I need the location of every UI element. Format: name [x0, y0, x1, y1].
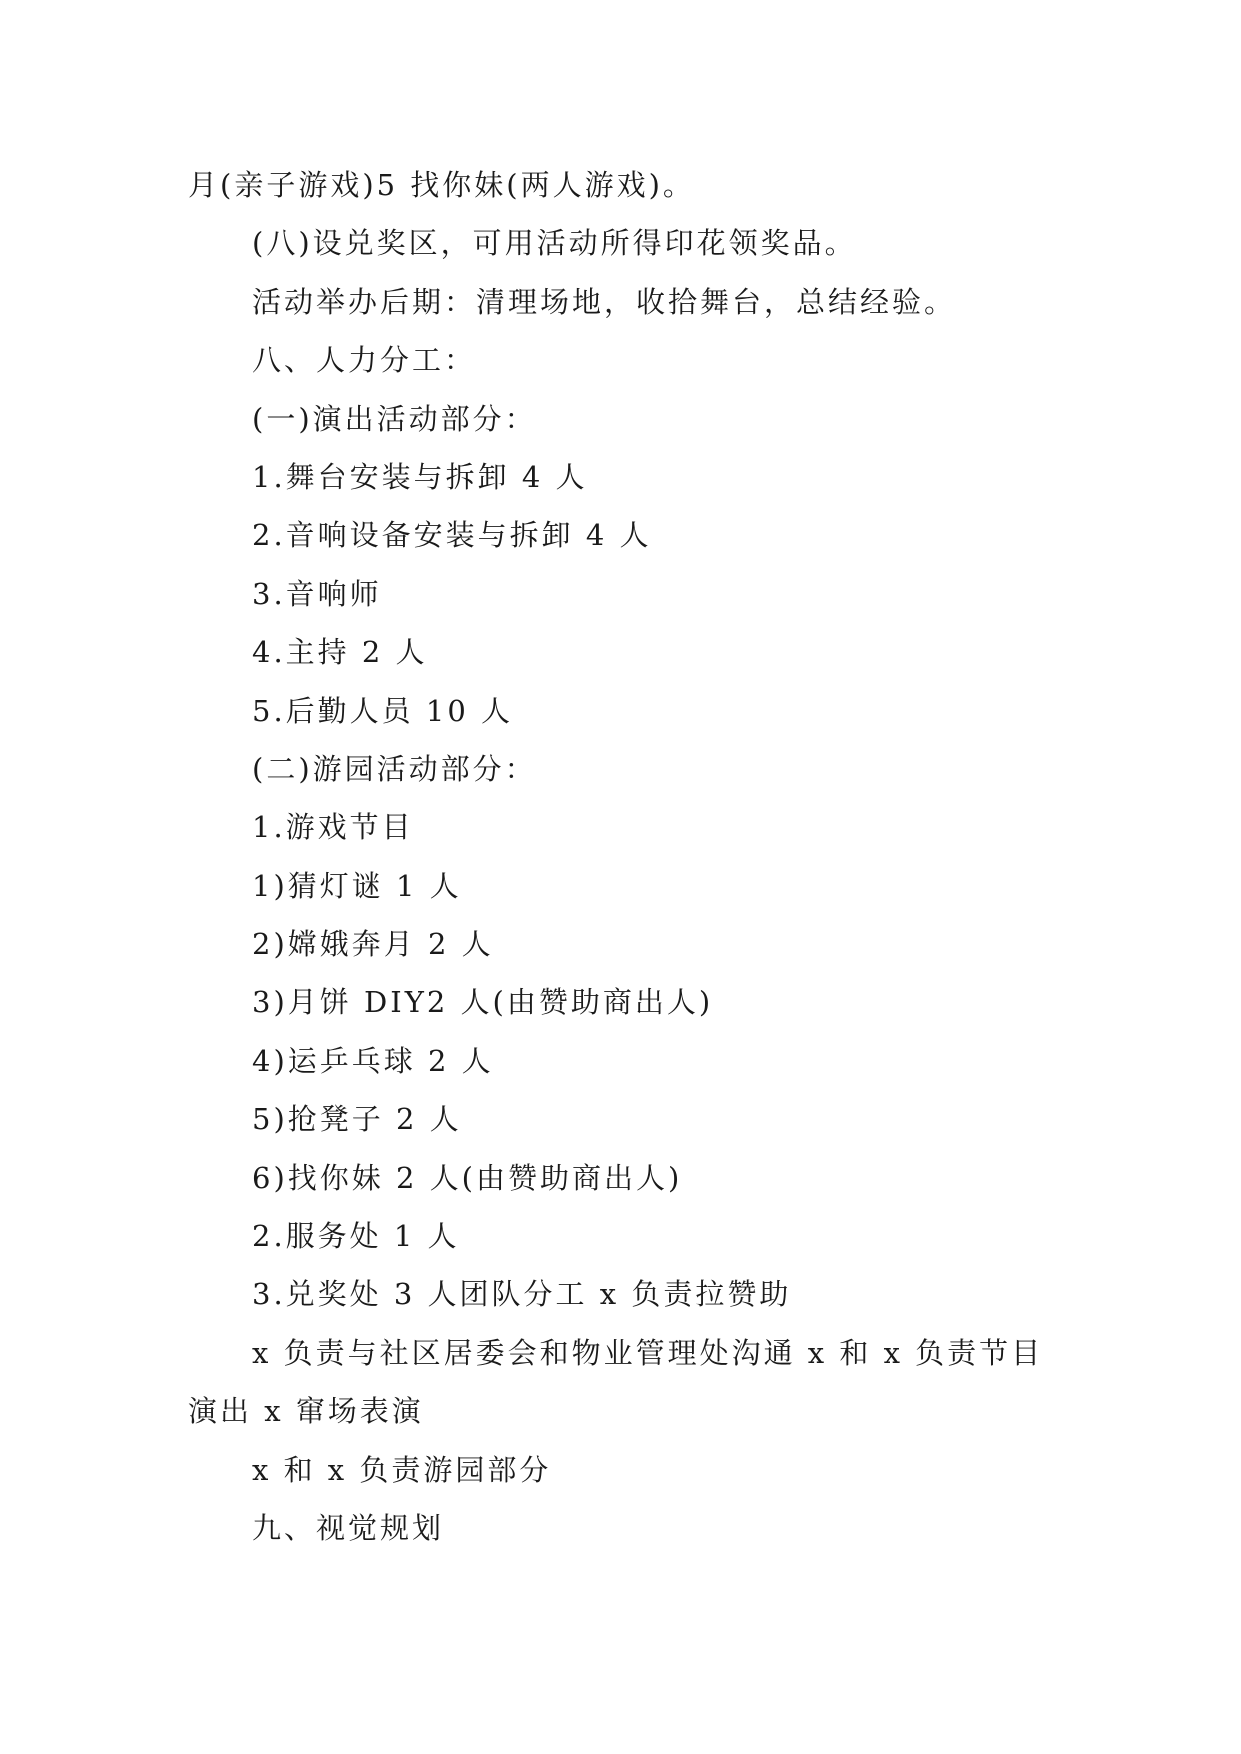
section-heading: 九、视觉规划 [252, 1510, 445, 1545]
document-body [188, 156, 1058, 1557]
text-line: 演出 x 窜场表演 [188, 1394, 424, 1429]
list-item: 2.服务处 1 人 [252, 1219, 460, 1254]
text-line: 活动举办后期：清理场地，收拾舞台，总结经验。 [252, 284, 957, 319]
list-item: 1)猜灯谜 1 人 [252, 868, 462, 903]
subsection-heading: (二)游园活动部分： [252, 751, 537, 786]
list-item: 2)嫦娥奔月 2 人 [252, 927, 494, 962]
list-item: 5)抢凳子 2 人 [252, 1102, 462, 1137]
list-item: 5.后勤人员 10 人 [252, 693, 514, 728]
list-item: 1.游戏节目 [252, 810, 414, 845]
text-line: x 和 x 负责游园部分 [252, 1452, 552, 1487]
list-item: 3.兑奖处 3 人团队分工 x 负责拉赞助 [252, 1277, 792, 1312]
list-item: 4.主持 2 人 [252, 635, 428, 670]
text-line: (八)设兑奖区，可用活动所得印花领奖品。 [252, 226, 857, 261]
list-item: 3)月饼 DIY2 人(由赞助商出人) [252, 985, 714, 1020]
list-item: 4)运乒乓球 2 人 [252, 1043, 494, 1078]
subsection-heading: (一)演出活动部分： [252, 401, 537, 436]
list-item: 6)找你妹 2 人(由赞助商出人) [252, 1160, 683, 1195]
list-item: 1.舞台安装与拆卸 4 人 [252, 459, 588, 494]
text-line: 月(亲子游戏)5 找你妹(两人游戏)。 [188, 168, 695, 202]
list-item: 2.音响设备安装与拆卸 4 人 [252, 518, 652, 553]
list-item: 3.音响师 [252, 576, 382, 611]
text-line: x 负责与社区居委会和物业管理处沟通 x 和 x 负责节目 [252, 1335, 1044, 1370]
section-heading: 八、人力分工： [252, 343, 477, 378]
